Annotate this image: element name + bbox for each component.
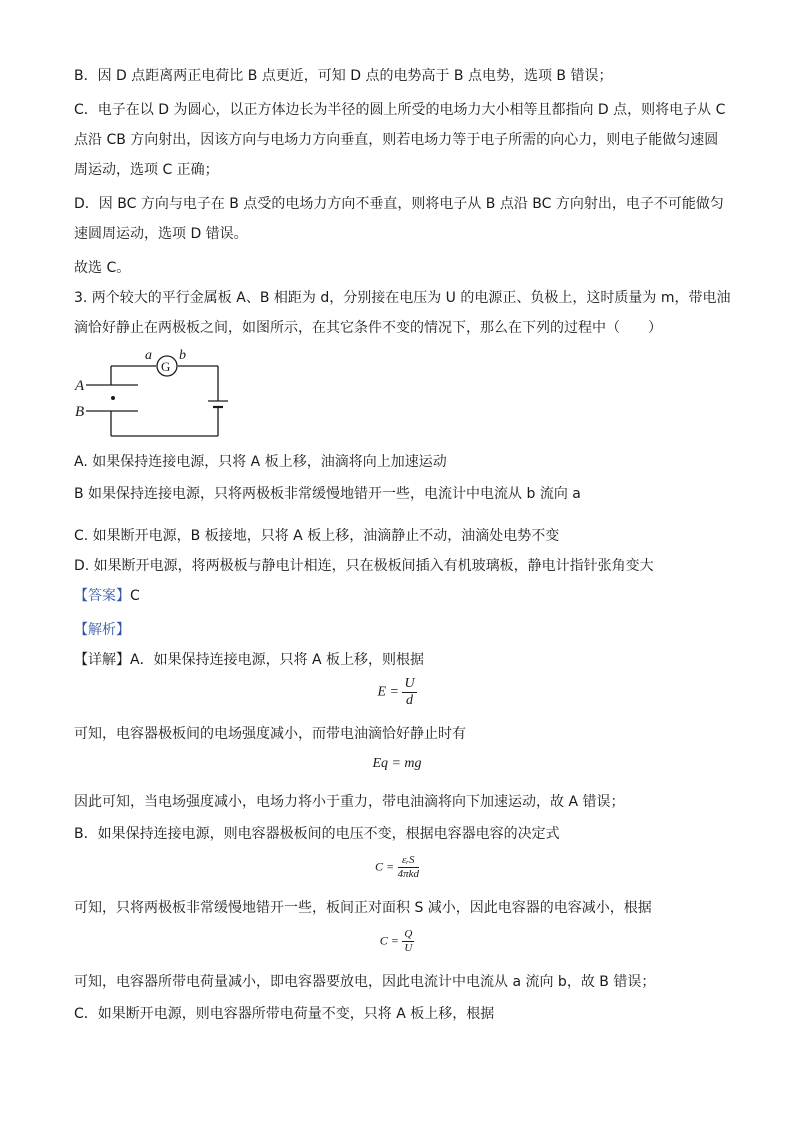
detail-tag: 【详解】 — [74, 652, 130, 668]
text-line: 故选 C。 — [74, 260, 131, 276]
formula-e-u-d: E = $\frac{U}{d}$ — [377, 676, 415, 708]
text-line: C．电子在以 D 为圆心，以正方体边长为半径的圆上所受的电场力大小相等且都指向 D 点，则将电子从 C — [74, 102, 726, 118]
text-line: 可知，只将两极板非常缓慢地错开一些，板间正对面积 S 减小，因此电容器的电容减小，根据 — [74, 900, 652, 916]
circuit-diagram — [72, 348, 232, 440]
text-line: C．如果断开电源，则电容器所带电荷量不变，只将 A 板上移，根据 — [74, 1006, 495, 1022]
option-b: B 如果保持连接电源，只将两极板非常缓慢地错开一些，电流计中电流从 b 流向 a — [74, 486, 581, 502]
label-A: A — [75, 378, 85, 394]
formula-eq-mg: Eq = mg — [372, 756, 422, 771]
text-line: B．如果保持连接电源，则电容器极板间的电压不变，根据电容器电容的决定式 — [74, 826, 560, 842]
option-a: A. 如果保持连接电源，只将 A 板上移，油滴将向上加速运动 — [74, 454, 447, 470]
question-3-stem: 滴恰好静止在两极板之间，如图所示，在其它条件不变的情况下，那么在下列的过程中（ ） — [74, 320, 662, 336]
text-line: 速圆周运动，选项 D 错误。 — [74, 226, 248, 242]
answer-line — [74, 586, 140, 606]
label-G: G — [161, 359, 171, 374]
formula-c-q-u: C = $\frac{Q}{U}$ — [379, 928, 413, 954]
oil-drop — [111, 396, 115, 400]
answer-tag: 【答案】 — [74, 588, 130, 604]
analysis-tag: 【解析】 — [74, 622, 130, 638]
detail-line: 【详解】A．如果保持连接电源，只将 A 板上移，则根据 — [74, 652, 425, 668]
text-line: 点沿 CB 方向射出，因该方向与电场力方向垂直，则若电场力等于电子所需的向心力，则电子能做匀速圆 — [74, 132, 719, 148]
text-line: 因此可知，当电场强度减小，电场力将小于重力，带电油滴将向下加速运动，故 A 错误； — [74, 794, 625, 810]
text-line: D．因 BC 方向与电子在 B 点受的电场力方向不垂直，则将电子从 B 点沿 BC 方向射出，电子不可能做匀 — [74, 196, 724, 212]
label-B: B — [75, 404, 85, 420]
text-line: 可知，电容器极板间的电场强度减小，而带电油滴恰好静止时有 — [74, 726, 466, 742]
question-3-stem: 3. 两个较大的平行金属板 A、B 相距为 d，分别接在电压为 U 的电源正、负极上，这时质量为 m，带电油 — [74, 290, 731, 306]
text-line: B．因 D 点距离两正电荷比 B 点更近，可知 D 点的电势高于 B 点电势，选项 B 错误； — [74, 68, 613, 84]
answer-value: C — [130, 588, 140, 604]
text-line: 周运动，选项 C 正确； — [74, 162, 219, 178]
text-line: 可知，电容器所带电荷量减小，即电容器要放电，因此电流计中电流从 a 流向 b，故 B 错误； — [74, 974, 656, 990]
label-b: b — [179, 348, 186, 363]
formula-capacitance: C = $\frac{\text{εᵣS}}{\text{4πkd}}$ — [374, 854, 419, 880]
option-d: D. 如果断开电源，将两极板与静电计相连，只在极板间插入有机玻璃板，静电计指针张角变大 — [74, 558, 654, 574]
label-a: a — [145, 348, 152, 363]
option-c: C. 如果断开电源，B 板接地，只将 A 板上移，油滴静止不动，油滴处电势不变 — [74, 528, 560, 544]
